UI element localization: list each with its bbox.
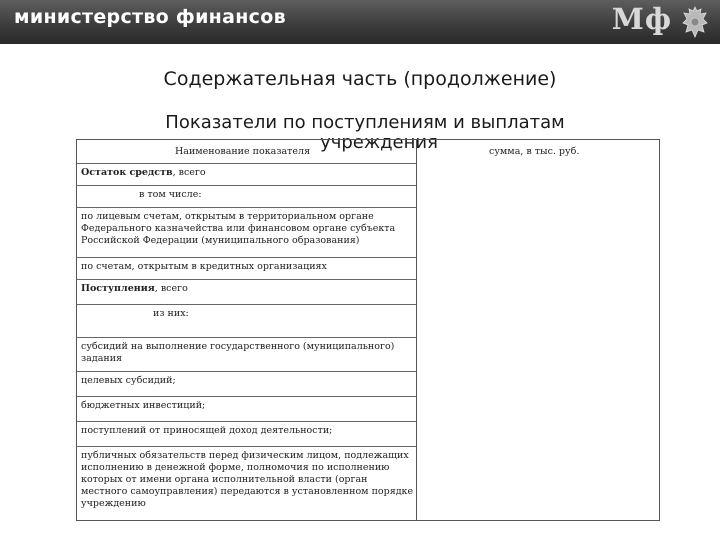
table-row [77, 396, 416, 421]
row-label: поступлений от приносящей доход деятельности; [81, 425, 333, 436]
table-row [77, 371, 416, 396]
table-row [77, 304, 416, 337]
row-label: по счетам, открытым в кредитных организациях [81, 261, 327, 272]
table-row [77, 257, 416, 279]
row-label-bold: Остаток средств [81, 167, 173, 178]
table-row-balance [77, 163, 416, 185]
column-header-name: Наименование показателя [175, 146, 311, 157]
row-label: , всего [172, 167, 206, 178]
table-title-line1: Показатели по поступлениям и выплатам [165, 112, 565, 133]
table-title-line2: учреждения [320, 132, 438, 153]
column-divider [416, 140, 417, 520]
coat-of-arms-icon [680, 5, 710, 39]
row-label: бюджетных инвестиций; [81, 400, 206, 411]
row-label-bold: Поступления [81, 283, 155, 294]
table-row [77, 185, 416, 207]
row-label: , всего [154, 283, 188, 294]
row-label: целевых субсидий; [81, 375, 176, 386]
ministry-name: министерство финансов [14, 6, 286, 28]
table-row-receipts [77, 279, 416, 304]
table-row [77, 337, 416, 371]
table-row [77, 207, 416, 257]
header-bar [0, 0, 720, 44]
row-label: из них: [153, 308, 189, 319]
row-label: субсидий на выполнение государственного (муниципального) задания [81, 341, 395, 364]
column-header-sum: сумма, в тыс. руб. [489, 146, 580, 157]
slide-title: Содержательная часть (продолжение) [163, 68, 557, 90]
table-row [77, 421, 416, 446]
row-label: публичных обязательств перед физическим лицом, подлежащих исполнению в денежной форме, полномочия по исполнению которых от имени органа исполнительной власти (орган местного самоуправления) передаются в установленном порядке учреждению [81, 450, 414, 509]
table-row [77, 446, 416, 521]
row-label: в том числе: [139, 189, 202, 200]
indicators-table [76, 139, 660, 521]
row-label: по лицевым счетам, открытым в территориальном органе Федерального казначейства или финансовом органе субъекта Российской Федерации (муниципального образования) [81, 211, 396, 246]
ministry-logo: Мф [611, 2, 672, 36]
